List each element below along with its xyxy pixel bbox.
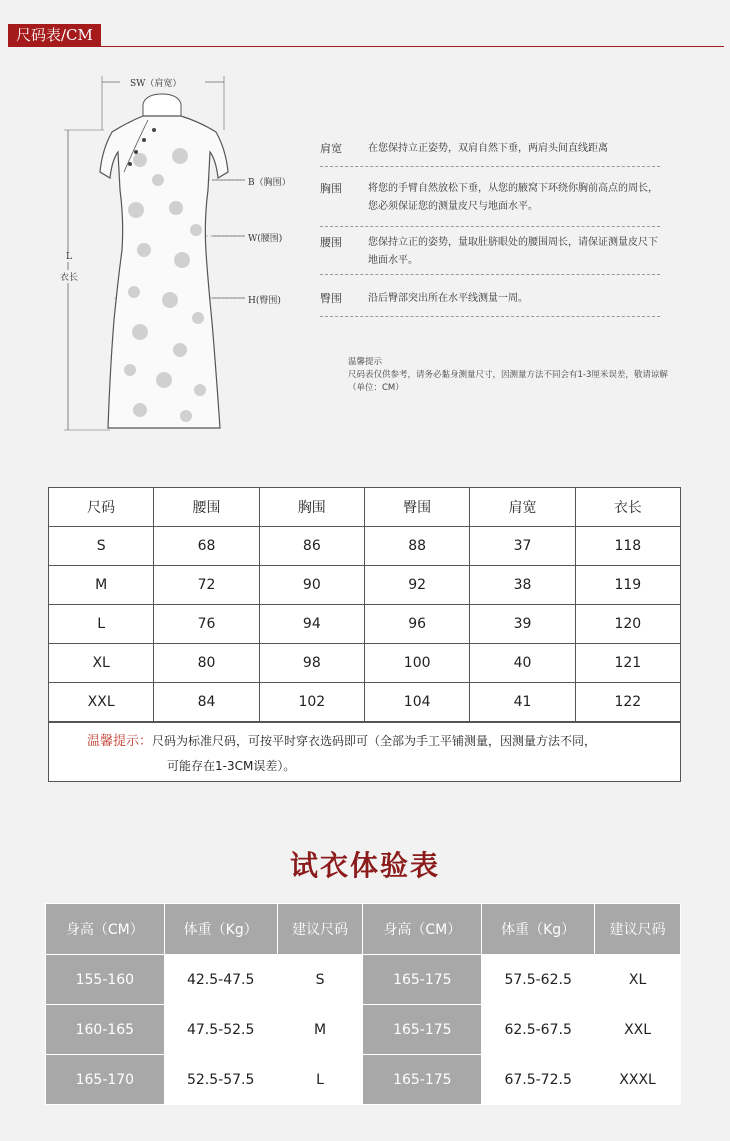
guide-term: 肩宽 (320, 142, 342, 155)
table-cell: 96 (364, 605, 469, 644)
table-cell: 92 (364, 566, 469, 605)
table-cell: 39 (470, 605, 575, 644)
size-tip (48, 722, 681, 782)
table-cell: 94 (259, 605, 364, 644)
header-cell: 建议尺码 (277, 904, 363, 955)
table-cell: 84 (154, 683, 259, 722)
table-cell: 88 (364, 527, 469, 566)
page-title: 尺码表/CM (8, 24, 101, 46)
table-cell: 38 (470, 566, 575, 605)
tip-heading: 温馨提示： (87, 734, 153, 749)
table-cell: 90 (259, 566, 364, 605)
table-row (46, 1005, 681, 1055)
header-cell: 胸围 (259, 488, 364, 527)
table-cell: 52.5-57.5 (164, 1055, 277, 1105)
table-cell: XXL (49, 683, 154, 722)
fit-table-title: 试衣体验表 (289, 849, 440, 882)
fit-experience-table (45, 903, 681, 1105)
header-cell: 身高（CM） (46, 904, 165, 955)
reference-note (348, 356, 668, 395)
table-cell: 67.5-72.5 (482, 1055, 595, 1105)
table-cell: M (49, 566, 154, 605)
tip-content (87, 729, 677, 778)
table-cell: 42.5-47.5 (164, 955, 277, 1005)
table-cell: 100 (364, 644, 469, 683)
table-cell: 165-170 (46, 1055, 165, 1105)
guide-divider (320, 226, 660, 227)
table-cell: XXL (595, 1005, 681, 1055)
dress-diagram (40, 60, 340, 440)
table-row (49, 683, 681, 722)
table-cell: 41 (470, 683, 575, 722)
guide-divider (320, 316, 660, 317)
table-cell: 155-160 (46, 955, 165, 1005)
guide-desc: 在您保持立正姿势，双肩自然下垂，两肩头间直线距离 (368, 143, 608, 154)
table-cell: 104 (364, 683, 469, 722)
table-cell: 72 (154, 566, 259, 605)
table-cell: 47.5-52.5 (164, 1005, 277, 1055)
table-row (49, 566, 681, 605)
qipao-illustration (40, 60, 340, 440)
table-cell: 98 (259, 644, 364, 683)
table-row (49, 527, 681, 566)
header-cell: 腰围 (154, 488, 259, 527)
table-cell: 119 (575, 566, 680, 605)
note-text: 尺码表仅供参考，请务必黏身测量尺寸，因测量方法不同会有1-3厘米误差，敬请谅解（单位：CM） (348, 370, 668, 393)
l-text: 衣长 (60, 270, 78, 283)
l-label: L (66, 252, 72, 262)
table-cell: L (49, 605, 154, 644)
guide-desc: 您保持立正的姿势，量取肚脐眼处的腰围周长，请保证测量皮尺下地面水平。 (368, 237, 658, 266)
note-title: 温馨提示 (348, 357, 383, 367)
table-cell: S (49, 527, 154, 566)
table-cell: 160-165 (46, 1005, 165, 1055)
table-cell: 68 (154, 527, 259, 566)
table-cell: 120 (575, 605, 680, 644)
header-cell: 衣长 (575, 488, 680, 527)
table-header-row (46, 904, 681, 955)
table-cell: 40 (470, 644, 575, 683)
guide-divider (320, 166, 660, 167)
table-cell: 165-175 (363, 1005, 482, 1055)
header-cell: 肩宽 (470, 488, 575, 527)
table-header-row (49, 488, 681, 527)
header-cell: 臀围 (364, 488, 469, 527)
header-cell: 体重（Kg） (164, 904, 277, 955)
sw-label: SW（肩宽） (130, 79, 182, 89)
table-cell: M (277, 1005, 363, 1055)
guide-term: 胸围 (320, 182, 342, 195)
table-cell: L (277, 1055, 363, 1105)
b-label: B（胸围） (248, 178, 291, 188)
table-cell: 118 (575, 527, 680, 566)
table-cell: 76 (154, 605, 259, 644)
table-cell: XL (49, 644, 154, 683)
header-cell: 体重（Kg） (482, 904, 595, 955)
table-cell: 86 (259, 527, 364, 566)
guide-term: 腰围 (320, 236, 342, 249)
guide-desc: 将您的手臂自然放松下垂，从您的腋窝下环绕你胸前高点的周长，您必须保证您的测量皮尺与地面水平。 (368, 183, 658, 212)
header-bar (8, 24, 724, 50)
w-label: W(腰围) (248, 234, 283, 244)
table-cell: 165-175 (363, 955, 482, 1005)
table-row (49, 644, 681, 683)
header-cell: 身高（CM） (363, 904, 482, 955)
table-cell: 62.5-67.5 (482, 1005, 595, 1055)
size-chart-table (48, 487, 681, 722)
guide-divider (320, 274, 660, 275)
table-cell: 165-175 (363, 1055, 482, 1105)
tip-line-2: 可能存在1-3CM误差）。 (167, 759, 296, 773)
table-cell: S (277, 955, 363, 1005)
tip-line-1: 尺码为标准尺码，可按平时穿衣选码即可（全部为手工平铺测量，因测量方法不同， (152, 734, 597, 748)
table-row (46, 1055, 681, 1105)
guide-desc: 沿后臀部突出所在水平线测量一周。 (368, 293, 528, 304)
table-cell: 121 (575, 644, 680, 683)
header-cell: 尺码 (49, 488, 154, 527)
table-row (49, 605, 681, 644)
guide-term: 臀围 (320, 292, 342, 305)
table-cell: 80 (154, 644, 259, 683)
table-row (46, 955, 681, 1005)
table-cell: 37 (470, 527, 575, 566)
table-cell: 57.5-62.5 (482, 955, 595, 1005)
header-cell: 建议尺码 (595, 904, 681, 955)
header-divider (8, 46, 724, 47)
table-cell: 122 (575, 683, 680, 722)
table-cell: 102 (259, 683, 364, 722)
h-label: H(臀围) (248, 296, 281, 306)
table-cell: XXXL (595, 1055, 681, 1105)
table-cell: XL (595, 955, 681, 1005)
